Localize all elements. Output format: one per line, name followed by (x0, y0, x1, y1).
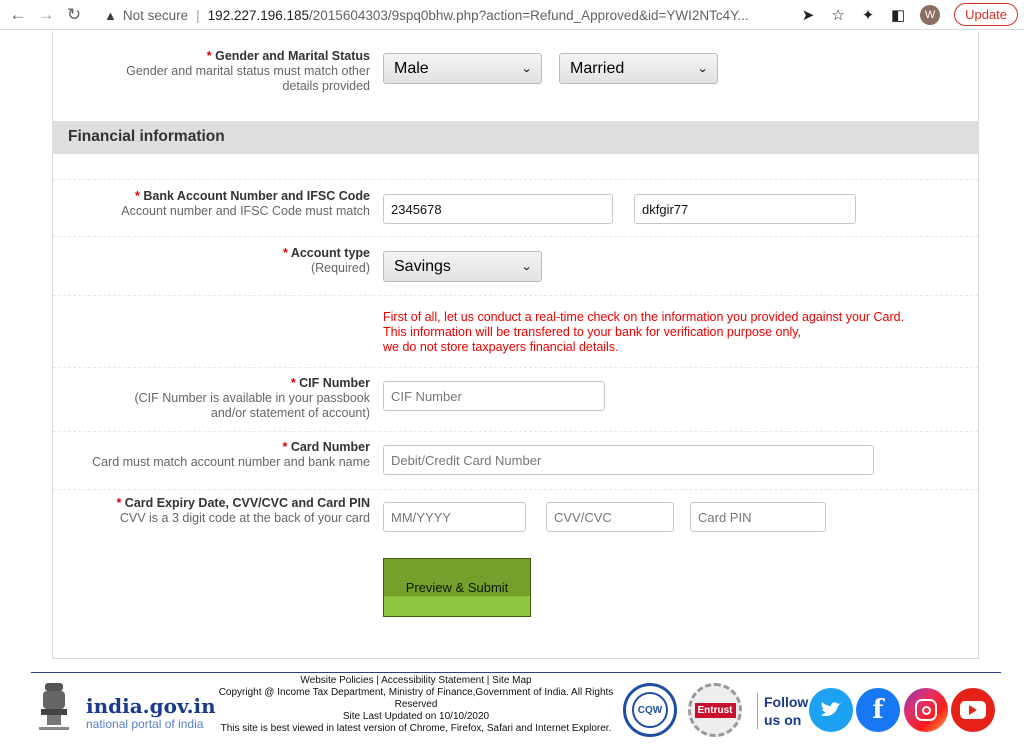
cqw-badge-icon (623, 683, 677, 737)
notice-line: This information will be transfered to your bank for verification purpose only, (383, 325, 802, 339)
footer-links[interactable]: Website Policies | Accessibility Statement | Site Map (300, 675, 532, 686)
update-button[interactable]: Update (954, 3, 1018, 26)
twitter-icon[interactable] (809, 688, 853, 732)
gender-row (53, 31, 978, 99)
youtube-icon[interactable] (951, 688, 995, 732)
required-star: * (282, 246, 291, 260)
bank-hint: Account number and IFSC Code must match (121, 204, 370, 218)
notice-line: we do not store taxpayers financial details. (383, 340, 619, 354)
chevron-down-icon: ⌄ (520, 261, 533, 273)
gender-label (100, 49, 370, 94)
send-icon[interactable]: ➤ (801, 6, 815, 24)
footer-text (216, 675, 616, 735)
card-expiry-hint: CVV is a 3 digit code at the back of your card (119, 511, 370, 525)
profile-avatar[interactable]: W (920, 5, 940, 25)
gender-select[interactable] (383, 53, 542, 84)
india-gov-logo[interactable] (86, 695, 216, 731)
url-host: 192.227.196.185 (207, 7, 310, 23)
follow-line2: us on (764, 712, 802, 728)
cif-hint-line2: and/or statement of account) (210, 406, 370, 420)
bank-row (53, 180, 978, 237)
gender-hint: Gender and marital status must match other details provided (126, 64, 370, 93)
cif-row (53, 368, 978, 432)
gender-value: Male (394, 59, 429, 77)
account-type-select[interactable] (383, 251, 542, 282)
follow-us-label (757, 693, 808, 729)
expiry-date-input[interactable]: MM/YYYY (383, 502, 526, 532)
gender-title: Gender and Marital Status (215, 49, 370, 63)
twitter-bird-shape (819, 700, 843, 720)
browser-note-text: This site is best viewed in latest version of Chrome, Firefox, Safari and Internet Explorer. (220, 723, 612, 734)
cif-title: CIF Number (299, 376, 370, 390)
required-star: * (206, 49, 216, 63)
youtube-play-shape (960, 701, 986, 719)
card-expiry-title: Card Expiry Date, CVV/CVC and Card PIN (124, 496, 370, 510)
chevron-down-icon: ⌄ (520, 63, 533, 75)
card-expiry-label (70, 496, 370, 526)
instagram-camera-shape (915, 699, 937, 721)
reload-icon[interactable]: ↻ (66, 4, 82, 24)
card-number-title: Card Number (290, 440, 370, 454)
ifsc-code-input[interactable]: dkfgir77 (634, 194, 856, 224)
warning-icon: ▲ (104, 7, 117, 23)
entrust-label: Entrust (695, 703, 736, 718)
section-title: Financial information (53, 121, 978, 154)
required-star: * (290, 376, 300, 390)
card-number-input[interactable]: Debit/Credit Card Number (383, 445, 874, 475)
portal-tagline: national portal of india (86, 717, 204, 731)
form-panel (52, 31, 979, 659)
instagram-lens-shape (922, 706, 931, 715)
chevron-down-icon: ⌄ (696, 63, 709, 75)
required-star: * (135, 189, 144, 203)
marital-status-select[interactable] (559, 53, 718, 84)
card-number-label (70, 440, 370, 470)
play-triangle-shape (969, 705, 977, 715)
forward-arrow-icon[interactable]: → (37, 4, 55, 24)
instagram-icon[interactable] (904, 688, 948, 732)
cvv-input[interactable]: CVV/CVC (546, 502, 674, 532)
verification-notice (383, 310, 904, 355)
cqw-label: CQW (632, 692, 668, 728)
spacer-row (53, 154, 978, 180)
notice-row (53, 296, 978, 368)
portal-name: india.gov.in (86, 694, 216, 718)
address-separator: | (196, 7, 200, 23)
account-type-row (53, 237, 978, 296)
star-icon[interactable]: ☆ (831, 6, 845, 24)
account-type-label (170, 246, 370, 276)
account-type-value: Savings (394, 257, 451, 275)
account-number-input[interactable]: 2345678 (383, 194, 613, 224)
entrust-badge-icon (688, 683, 742, 737)
cif-label (100, 376, 370, 421)
page-content (0, 31, 1024, 747)
required-star: * (282, 440, 291, 454)
national-emblem-icon (37, 681, 71, 737)
footer (31, 672, 1001, 747)
account-type-title: Account type (290, 246, 370, 260)
url-path: /2015604303/9spq0bhw.php?action=Refund_Approved&id=YWI2NTc4Y... (309, 7, 749, 23)
notice-line: First of all, let us conduct a real-time check on the information you provided against your Card. (383, 310, 905, 324)
card-number-hint: Card must match account number and bank name (92, 455, 370, 469)
back-arrow-icon[interactable]: ← (9, 4, 27, 24)
security-label: Not secure (122, 7, 189, 23)
card-pin-input[interactable]: Card PIN (690, 502, 826, 532)
browser-toolbar (0, 0, 1024, 30)
last-updated-text: Site Last Updated on 10/10/2020 (342, 711, 490, 722)
facebook-icon[interactable]: f (856, 688, 900, 732)
bank-label (70, 189, 370, 219)
follow-line1: Follow (764, 694, 809, 710)
bank-title: Bank Account Number and IFSC Code (143, 189, 370, 203)
preview-submit-button[interactable]: Preview & Submit (383, 558, 531, 617)
marital-value: Married (570, 59, 625, 77)
copyright-text: Copyright @ Income Tax Department, Ministry of Finance,Government of India. All Rights Reserved (218, 687, 614, 710)
extensions-puzzle-icon[interactable]: ✦ (861, 6, 875, 24)
card-expiry-row (53, 490, 978, 548)
card-number-row (53, 432, 978, 490)
required-star: * (116, 496, 125, 510)
cif-number-input[interactable]: CIF Number (383, 381, 605, 411)
cif-hint-line1: (CIF Number is available in your passbook (134, 391, 370, 405)
sidepanel-icon[interactable]: ◧ (890, 6, 906, 24)
account-type-hint: (Required) (310, 261, 370, 275)
address-bar[interactable] (104, 0, 749, 30)
